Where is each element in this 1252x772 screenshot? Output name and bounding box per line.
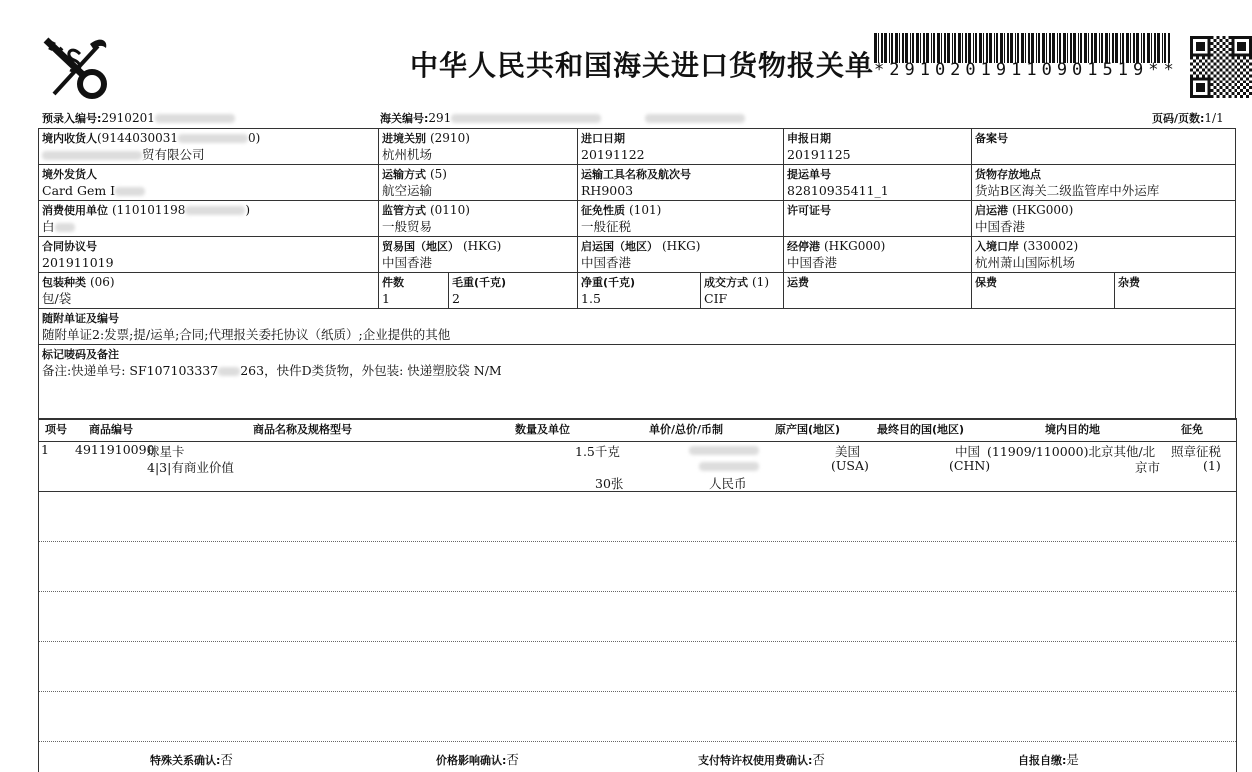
col-name: 商品名称及规格型号 [253, 423, 352, 436]
item-origin-code: (USA) [831, 458, 869, 473]
item-levy: 照章征税 [1171, 444, 1222, 459]
barcode [874, 33, 1170, 63]
bill-number-cell: 提运单号 82810935411_1 [784, 165, 972, 201]
net-weight-cell: 净重(千克) 1.5 [578, 273, 701, 309]
item-origin: 美国 [835, 444, 861, 459]
item-domestic-dest: (11909/110000)北京其他/北 [987, 444, 1156, 459]
goods-table [38, 418, 1237, 772]
import-date-cell: 进口日期 20191122 [578, 129, 784, 165]
col-item: 项号 [45, 423, 67, 436]
special-relation-confirm: 特殊关系确认:否 [150, 752, 233, 767]
col-dest: 最终目的国(地区) [877, 423, 965, 436]
preentry-number: 预录入编号:2910201 [42, 110, 235, 126]
item-qty-weight: 1.5千克 [575, 444, 620, 459]
col-price: 单价/总价/币制 [649, 423, 724, 436]
gross-weight-cell: 毛重(千克) 2 [449, 273, 578, 309]
misc-fee-cell: 杂费 [1115, 273, 1236, 309]
item-number: 1 [41, 442, 49, 457]
trade-country-cell: 贸易国（地区） (HKG) 中国香港 [379, 237, 578, 273]
record-number-cell: 备案号 [972, 129, 1236, 165]
stop-port-cell: 经停港 (HKG000) 中国香港 [784, 237, 972, 273]
vehicle-cell: 运输工具名称及航次号 RH9003 [578, 165, 784, 201]
attached-docs-cell: 随附单证及编号 随附单证2:发票;提/运单;合同;代理报关委托协议（纸质）;企业提供的其他 [39, 309, 1236, 345]
royalty-confirm: 支付特许权使用费确认:否 [698, 752, 825, 767]
page-number: 页码/页数:1/1 [1152, 111, 1224, 125]
entry-port-of-entry-cell: 入境口岸 (330002) 杭州萧山国际机场 [972, 237, 1236, 273]
pieces-cell: 件数 1 [379, 273, 449, 309]
item-dest: 中国 [955, 444, 981, 459]
consignee-cell: 境内收货人(9144030031 0) 贸有限公司 [39, 129, 379, 165]
declaration-form [38, 128, 1236, 420]
departure-port-cell: 启运港 (HKG000) 中国香港 [972, 201, 1236, 237]
supervision-cell: 监管方式 (0110) 一般贸易 [379, 201, 578, 237]
self-declare: 自报自缴:是 [1018, 752, 1079, 767]
item-name: 球星卡 [147, 444, 185, 459]
declare-date-cell: 申报日期 20191125 [784, 129, 972, 165]
freight-cell: 运费 [784, 273, 972, 309]
contract-cell: 合同协议号 201911019 [39, 237, 379, 273]
col-qty: 数量及单位 [515, 423, 570, 436]
item-qty-count: 30张 [595, 476, 624, 491]
qr-code [1190, 36, 1252, 98]
origin-country-cell: 启运国（地区） (HKG) 中国香港 [578, 237, 784, 273]
item-dest-code: (CHN) [949, 458, 991, 473]
customs-emblem-icon [40, 34, 112, 100]
marks-remarks-cell: 标记唛码及备注 备注:快递单号: SF107103337 263，快件D类货物，外包装: 快递塑胶袋 N/M [39, 345, 1236, 420]
item-currency: 人民币 [709, 476, 747, 491]
col-code: 商品编号 [89, 423, 133, 436]
deal-mode-cell: 成交方式 (1) CIF [701, 273, 784, 309]
item-spec: 4|3|有商业价值 [147, 460, 234, 475]
col-origin: 原产国(地区) [775, 423, 841, 436]
item-domestic-dest-2: 京市 [1135, 460, 1161, 475]
consumer-cell: 消费使用单位 (110101198 ) 白 [39, 201, 379, 237]
col-levy: 征免 [1181, 423, 1203, 436]
transport-mode-cell: 运输方式 (5) 航空运输 [379, 165, 578, 201]
document-title: 中华人民共和国海关进口货物报关单 [410, 49, 875, 82]
package-type-cell: 包装种类 (06) 包/袋 [39, 273, 379, 309]
price-impact-confirm: 价格影响确认:否 [436, 752, 519, 767]
storage-cell: 货物存放地点 货站B区海关二级监管库中外运库 [972, 165, 1236, 201]
customs-number: 海关编号:291 [380, 110, 745, 126]
item-code: 4911910090 [75, 442, 155, 457]
insurance-cell: 保费 [972, 273, 1115, 309]
col-domestic: 境内目的地 [1045, 423, 1100, 436]
license-cell: 许可证号 [784, 201, 972, 237]
barcode-text: *29102019110901519** [874, 60, 1179, 80]
item-levy-code: (1) [1203, 458, 1221, 473]
entry-port-cell: 进境关别 (2910) 杭州机场 [379, 129, 578, 165]
shipper-cell: 境外发货人 Card Gem I [39, 165, 379, 201]
levy-nature-cell: 征免性质 (101) 一般征税 [578, 201, 784, 237]
